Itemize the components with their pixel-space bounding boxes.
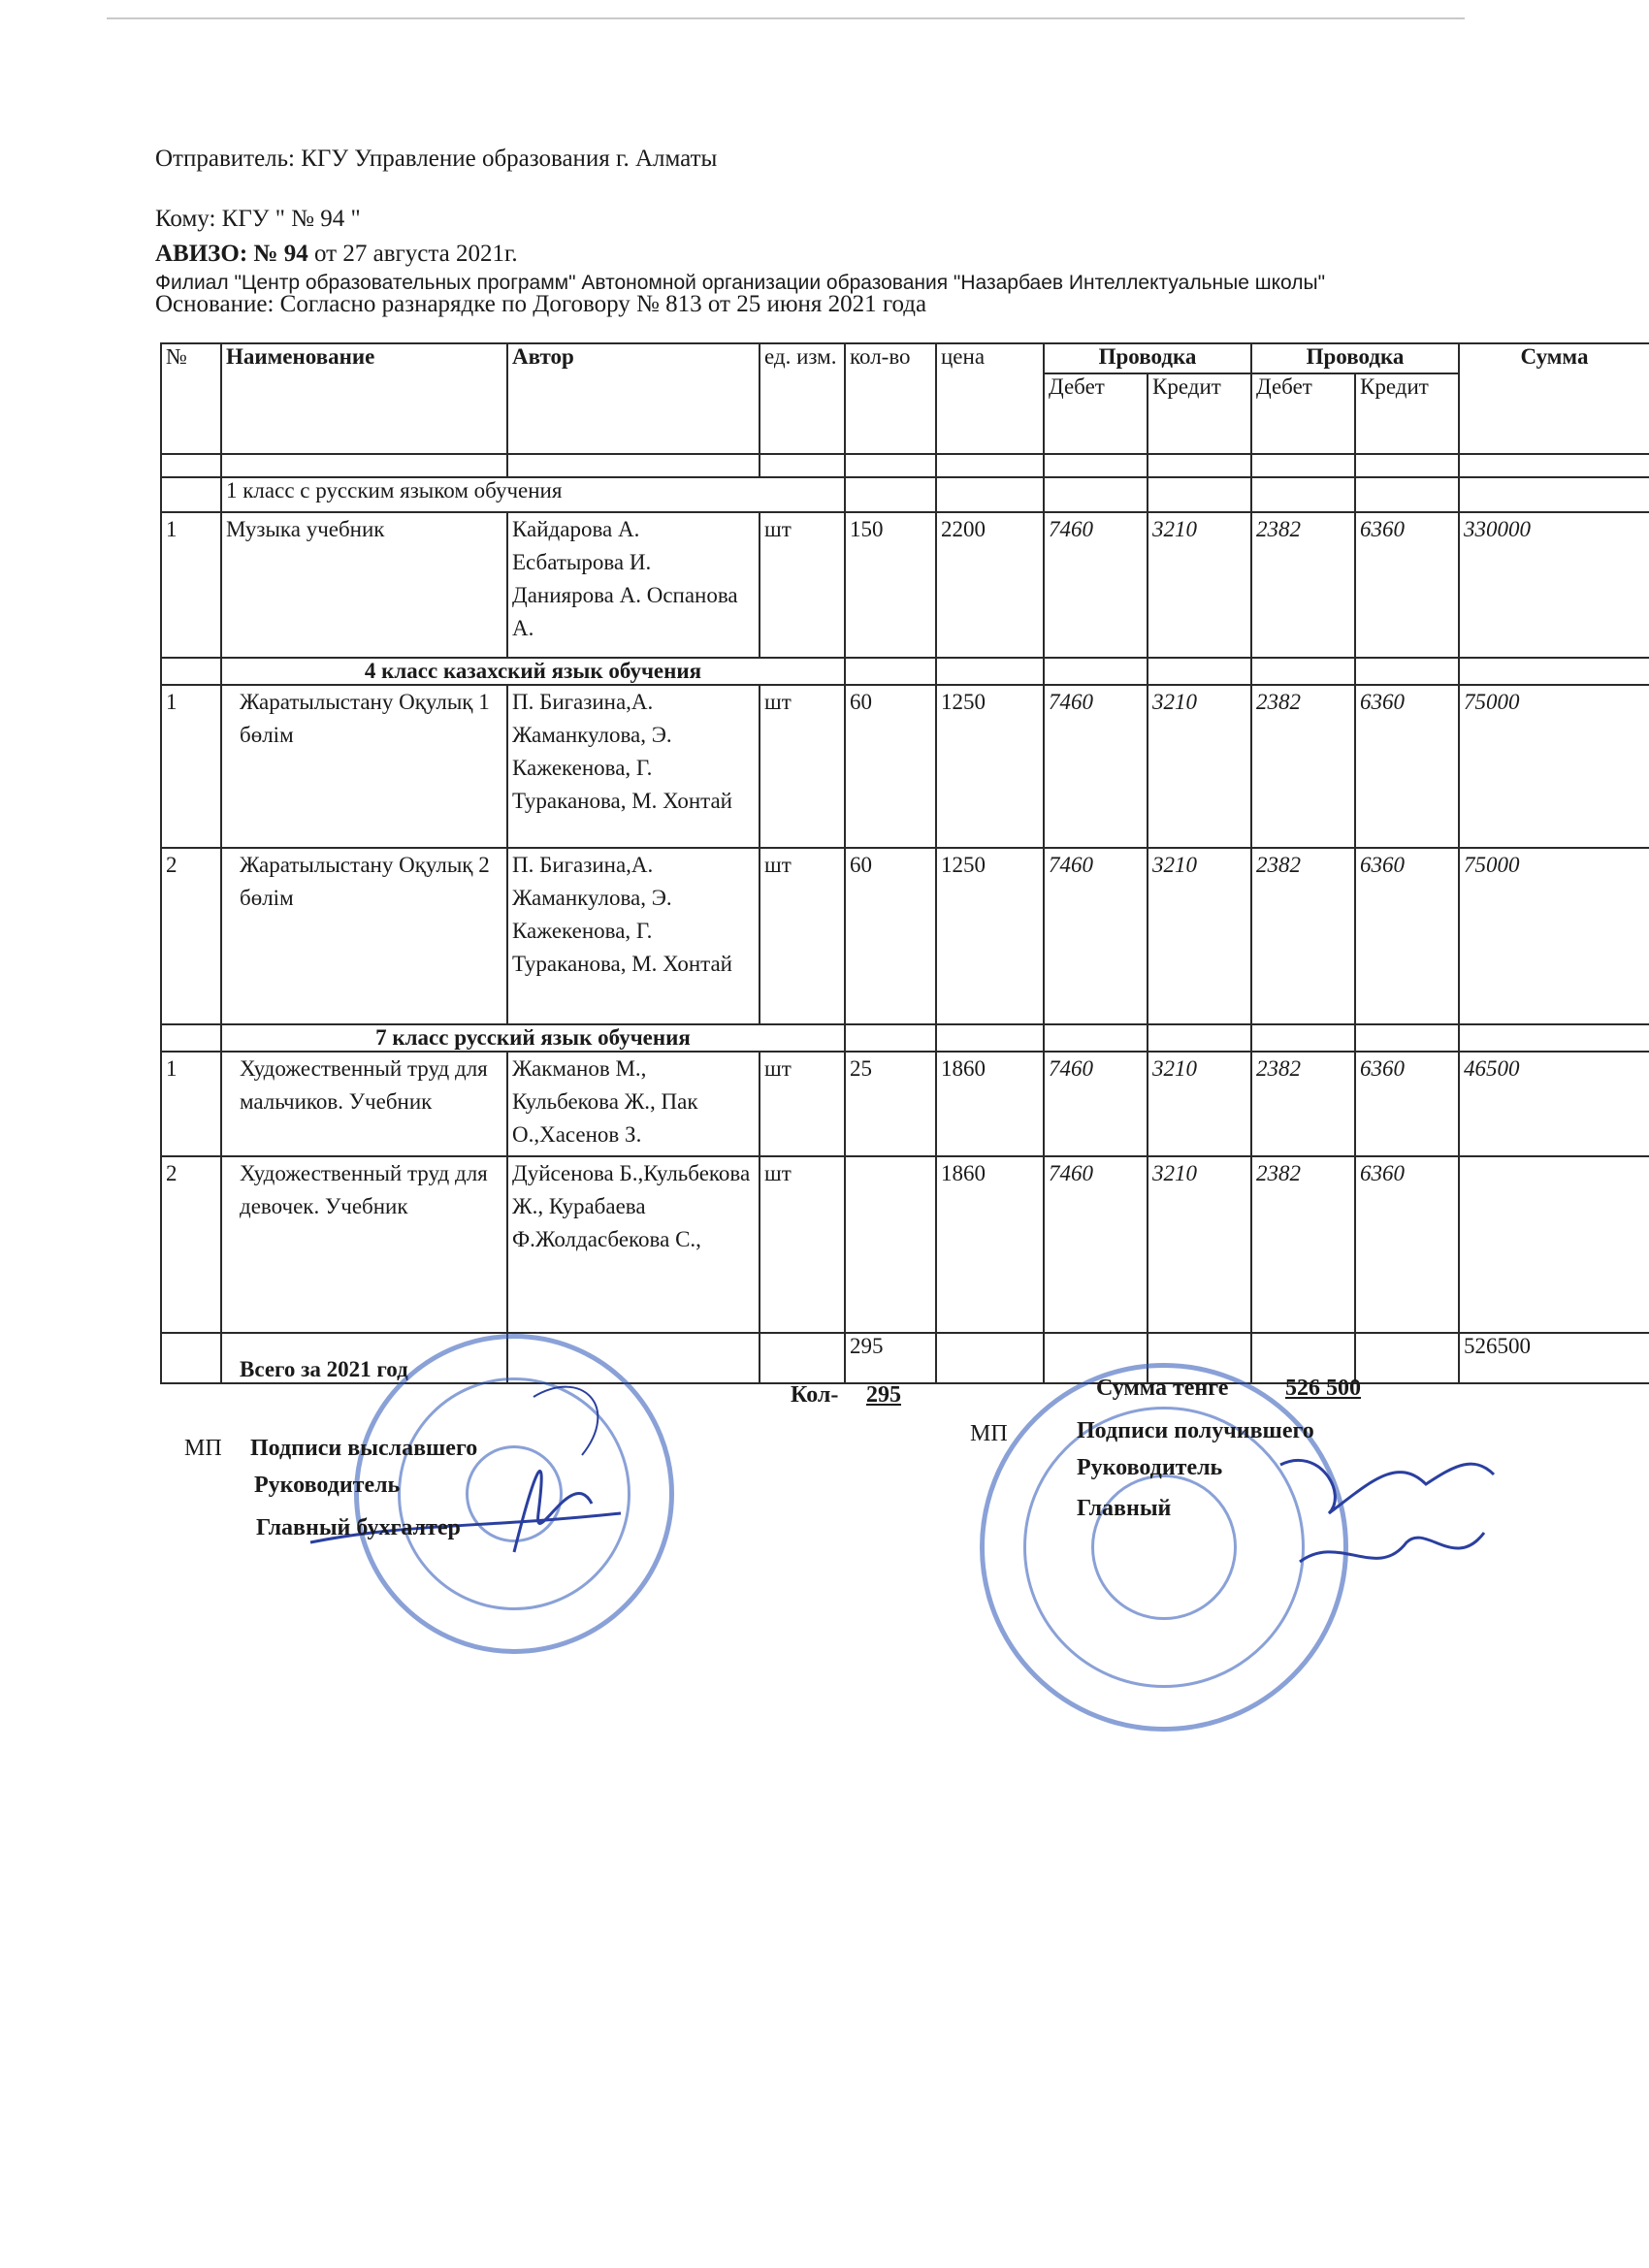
count-value: 295 (866, 1382, 901, 1408)
book-title: Художественный труд для мальчиков. Учебник (221, 1052, 507, 1156)
col-author-header: Автор (507, 343, 760, 454)
section-title-grade-4: 4 класс казахский язык обучения (221, 658, 845, 685)
col-name-header: Наименование (221, 343, 507, 454)
aviso-number: АВИЗО: № 94 (155, 241, 308, 267)
book-author: Кайдарова А. Есбатырова И. Даниярова А. Оспанова А. (507, 512, 760, 658)
basis-line: Основание: Согласно разнарядке по Договору № 813 от 25 июня 2021 года (155, 291, 927, 317)
col-unit-header: ед. изм. (760, 343, 845, 454)
debit-header-2: Дебет (1251, 373, 1355, 454)
sum-label: Сумма тенге (1096, 1376, 1229, 1401)
total-label: Всего за 2021 год (221, 1333, 507, 1383)
col-qty-header: кол-во (845, 343, 936, 454)
book-author: Дуйсенова Б.,Кульбекова Ж., Курабаева Ф.Жолдасбекова С., (507, 1156, 760, 1333)
table-row: 1 Жаратылыстану Оқулық 1 бөлім П. Бигазина,А. Жаманкулова, Э. Кажекенова, Г. Тураканова, М. Хонтай шт 60 1250 7460 3210 2382 6360 75000 (161, 685, 1649, 848)
section-title-grade-7: 7 класс русский язык обучения (221, 1024, 845, 1052)
table-row: 2 Художественный труд для девочек. Учебник Дуйсенова Б.,Кульбекова Ж., Курабаева Ф.Жолдасбекова С., шт 1860 7460 3210 2382 6360 (161, 1156, 1649, 1333)
posting-header-2: Проводка (1251, 343, 1459, 373)
branch-line: Филиал "Центр образовательных программ" Автономной организации образования "Назарбаев Интеллектуальные школы" (155, 272, 1326, 294)
col-sum-header: Сумма (1459, 343, 1649, 454)
aviso-line (155, 241, 518, 268)
aviso-date: от 27 августа 2021г. (307, 241, 518, 267)
table-row: 1 Музыка учебник Кайдарова А. Есбатырова И. Даниярова А. Оспанова А. шт 150 2200 7460 3210 2382 6360 330000 (161, 512, 1649, 658)
recipient-line: Кому: КГУ " № 94 " (155, 206, 361, 232)
sender-line: Отправитель: КГУ Управление образования г. Алматы (155, 146, 718, 172)
credit-header-1: Кредит (1148, 373, 1251, 454)
left-signature (291, 1348, 640, 1581)
table-row: 1 Художественный труд для мальчиков. Учебник Жакманов М., Кульбекова Ж., Пак О.,Хасенов З. шт 25 1860 7460 3210 2382 6360 46500 (161, 1052, 1649, 1156)
book-author: Жакманов М., Кульбекова Ж., Пак О.,Хасенов З. (507, 1052, 760, 1156)
sum-value: 526 500 (1285, 1376, 1361, 1401)
sender-signatures-label: Подписи выславшего (250, 1436, 478, 1461)
book-author: П. Бигазина,А. Жаманкулова, Э. Кажекенова, Г. Тураканова, М. Хонтай (507, 848, 760, 1024)
section-title-grade-1: 1 класс с русским языком обучения (221, 477, 845, 512)
table-row: 2 Жаратылыстану Оқулық 2 бөлім П. Бигазина,А. Жаманкулова, Э. Кажекенова, Г. Тураканова, М. Хонтай шт 60 1250 7460 3210 2382 6360 75000 (161, 848, 1649, 1024)
book-title: Музыка учебник (221, 512, 507, 658)
scan-edge-line (107, 17, 1465, 19)
posting-header-1: Проводка (1044, 343, 1251, 373)
mp-left: МП (184, 1436, 222, 1461)
total-qty: 295 (845, 1333, 936, 1383)
receiver-head-label: Руководитель (1077, 1455, 1223, 1480)
debit-header-1: Дебет (1044, 373, 1148, 454)
sender-head-label: Руководитель (254, 1473, 401, 1498)
book-author: П. Бигазина,А. Жаманкулова, Э. Кажекенова, Г. Тураканова, М. Хонтай (507, 685, 760, 848)
mp-right: МП (970, 1421, 1008, 1446)
col-num-header: № (161, 343, 221, 454)
credit-header-2: Кредит (1355, 373, 1459, 454)
col-price-header: цена (936, 343, 1044, 454)
count-label: Кол- (791, 1382, 839, 1408)
receiver-signatures-label: Подписи получившего (1077, 1418, 1314, 1443)
book-title: Жаратылыстану Оқулық 2 бөлім (221, 848, 507, 1024)
aviso-table (160, 342, 1649, 1384)
receiver-accountant-label: Главный (1077, 1496, 1172, 1521)
book-title: Художественный труд для девочек. Учебник (221, 1156, 507, 1333)
total-sum: 526500 (1459, 1333, 1649, 1383)
right-signature (1261, 1426, 1513, 1620)
sender-accountant-label: Главный бухгалтер (256, 1515, 461, 1540)
book-title: Жаратылыстану Оқулық 1 бөлім (221, 685, 507, 848)
